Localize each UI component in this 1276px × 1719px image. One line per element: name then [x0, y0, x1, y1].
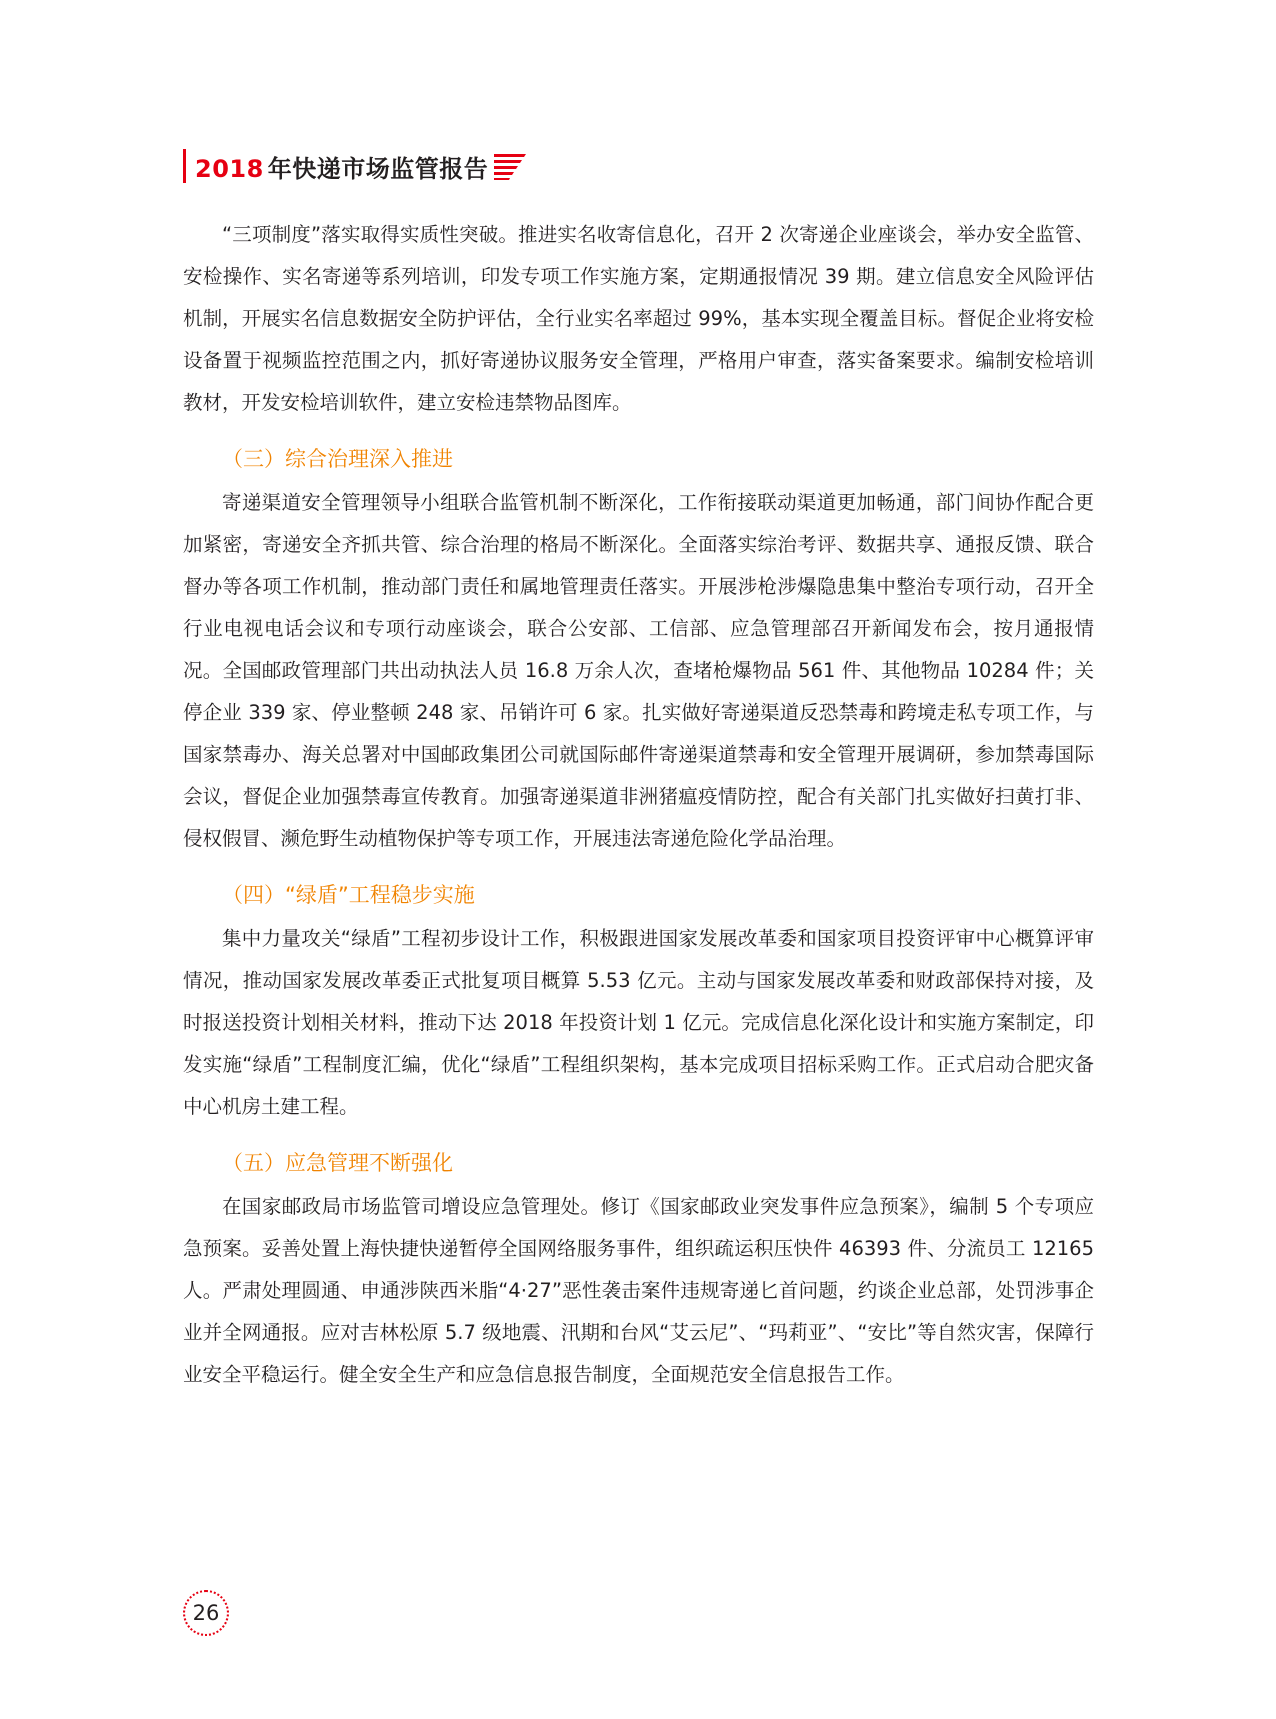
header-title — [195, 149, 488, 184]
paragraph-comprehensive-governance: 寄递渠道安全管理领导小组联合监管机制不断深化，工作衔接联动渠道更加畅通，部门间协作配合更加紧密，寄递安全齐抓共管、综合治理的格局不断深化。全面落实综治考评、数据共享、通报反馈、联合督办等各项工作机制，推动部门责任和属地管理责任落实。开展涉枪涉爆隐患集中整治专项行动，召开全行业电视电话会议和专项行动座谈会，联合公安部、工信部、应急管理部召开新闻发布会，按月通报情况。全国邮政管理部门共出动执法人员 16.8 万余人次，查堵枪爆物品 561 件、其他物品 10284 件；关停企业 339 家、停业整顿 248 家、吊销许可 6 家。扎实做好寄递渠道反恐禁毒和跨境走私专项工作，与国家禁毒办、海关总署对中国邮政集团公司就国际邮件寄递渠道禁毒和安全管理开展调研，参加禁毒国际会议，督促企业加强禁毒宣传教育。加强寄递渠道非洲猪瘟疫情防控，配合有关部门扎实做好扫黄打非、侵权假冒、濒危野生动植物保护等专项工作，开展违法寄递危险化学品治理。 — [183, 491, 1094, 850]
header-stripes-icon — [494, 152, 526, 180]
paragraph-three-systems: “三项制度”落实取得实质性突破。推进实名收寄信息化，召开 2 次寄递企业座谈会，举办安全监管、安检操作、实名寄递等系列培训，印发专项工作实施方案，定期通报情况 39 期。建立信息安全风险评估机制，开展实名信息数据安全防护评估，全行业实名率超过 99%，基本实现全覆盖目标。督促企业将安检设备置于视频监控范围之内，抓好寄递协议服务安全管理，严格用户审查，落实备案要求。编制安检培训教材，开发安检培训软件，建立安检违禁物品图库。 — [183, 223, 1094, 414]
paragraph-green-shield: 集中力量攻关“绿盾”工程初步设计工作，积极跟进国家发展改革委和国家项目投资评审中心概算评审情况，推动国家发展改革委正式批复项目概算 5.53 亿元。主动与国家发展改革委和财政部保持对接，及时报送投资计划相关材料，推动下达 2018 年投资计划 1 亿元。完成信息化深化设计和实施方案制定，印发实施“绿盾”工程制度汇编，优化“绿盾”工程组织架构，基本完成项目招标采购工作。正式启动合肥灾备中心机房土建工程。 — [183, 927, 1094, 1118]
section-heading-green-shield: （四）“绿盾”工程稳步实施 — [222, 883, 475, 907]
page-number: 26 — [183, 1590, 229, 1636]
section-heading-emergency-management: （五）应急管理不断强化 — [222, 1151, 453, 1175]
header-title-text: 年快递市场监管报告 — [267, 154, 489, 183]
running-header — [183, 148, 526, 184]
header-accent-bar — [183, 149, 186, 183]
header-year: 2018 — [195, 154, 264, 183]
section-heading-comprehensive-governance: （三）综合治理深入推进 — [222, 447, 453, 471]
page-body — [183, 214, 1094, 1396]
paragraph-emergency-management: 在国家邮政局市场监管司增设应急管理处。修订《国家邮政业突发事件应急预案》，编制 5 个专项应急预案。妥善处置上海快捷快递暂停全国网络服务事件，组织疏运积压快件 46393 件、分流员工 12165 人。严肃处理圆通、申通涉陕西米脂“4·27”恶性袭击案件违规寄递匕首问题，约谈企业总部，处罚涉事企业并全网通报。应对吉林松原 5.7 级地震、汛期和台风“艾云尼”、“玛莉亚”、“安比”等自然灾害，保障行业安全平稳运行。健全安全生产和应急信息报告制度，全面规范安全信息报告工作。 — [183, 1195, 1094, 1386]
